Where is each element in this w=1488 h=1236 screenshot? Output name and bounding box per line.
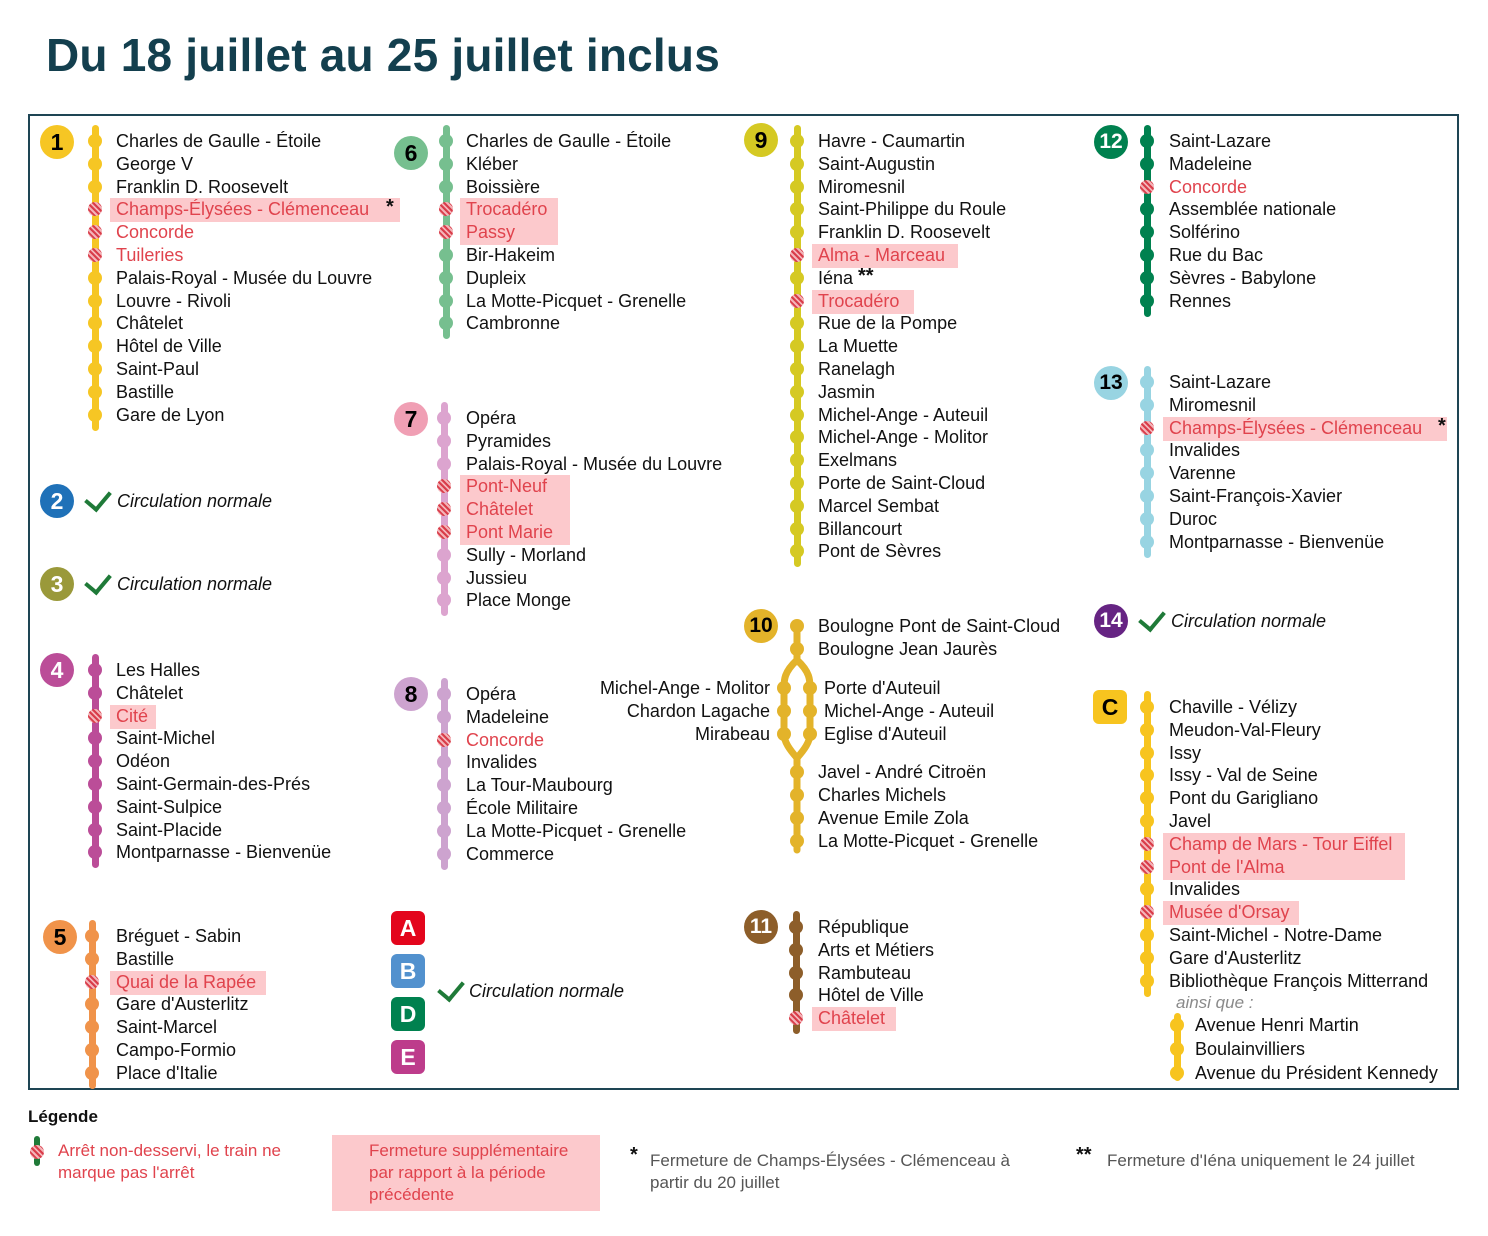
stop-dot (790, 811, 804, 825)
closed-stop-icon (1140, 180, 1154, 194)
station-label: Avenue Henri Martin (1195, 1015, 1359, 1035)
station-label: Rambuteau (818, 962, 912, 983)
stop-dot (1140, 535, 1154, 549)
closure-asterisk: * (386, 196, 394, 218)
closed-stop-icon (1140, 421, 1154, 435)
line-8-badge: 8 (394, 677, 428, 711)
station-label: Boulogne Pont de Saint-Cloud (818, 616, 1061, 636)
stop-dot (1140, 248, 1154, 262)
stop-dot (790, 765, 804, 779)
station-label: Odéon (116, 751, 171, 772)
station-label: La Muette (818, 336, 899, 357)
stop-dot (803, 704, 817, 718)
stop-dot (1140, 271, 1154, 285)
stop-dot (790, 157, 804, 171)
station-label: Châtelet (818, 1008, 886, 1029)
stop-dot (88, 800, 102, 814)
station-label: Michel-Ange - Auteuil (824, 701, 995, 721)
stop-dot (790, 619, 804, 633)
station-label: Boulainvilliers (1195, 1039, 1306, 1059)
station-label: Louvre - Rivoli (116, 290, 232, 311)
station-label: Charles de Gaulle - Étoile (466, 131, 672, 151)
station-label: Bréguet - Sabin (116, 926, 242, 946)
stop-dot (1140, 700, 1154, 714)
station-label: Chaville - Vélizy (1169, 697, 1298, 717)
station-label: Jasmin (818, 381, 876, 402)
stop-dot (803, 727, 817, 741)
stop-dot (1140, 512, 1154, 526)
station-label: La Motte-Picquet - Grenelle (466, 820, 687, 841)
closed-stop-icon (1140, 860, 1154, 874)
line-10-badge: 10 (744, 609, 778, 643)
station-label: Duroc (1169, 508, 1218, 529)
stop-dot (777, 681, 791, 695)
station-label: Varenne (1169, 463, 1236, 484)
station-label: Pont-Neuf (466, 476, 548, 497)
station-label: Saint-Philippe du Roule (818, 199, 1007, 220)
station-label: Havre - Caumartin (818, 131, 966, 151)
legend-title: Légende (28, 1107, 98, 1126)
station-label: La Motte-Picquet - Grenelle (818, 831, 1039, 851)
station-label: Bir-Hakeim (466, 245, 556, 265)
line-13-rail (1144, 366, 1151, 558)
station-label: Avenue Emile Zola (818, 808, 969, 828)
stop-dot (85, 1066, 99, 1080)
stop-dot (790, 834, 804, 848)
stop-dot (85, 952, 99, 966)
line-3-badge: 3 (40, 567, 74, 601)
stop-dot (88, 385, 102, 399)
stop-dot (437, 687, 451, 701)
station-label: Porte d'Auteuil (824, 678, 941, 698)
stop-dot (790, 788, 804, 802)
stop-dot (1140, 375, 1154, 389)
stop-dot (1140, 814, 1154, 828)
stop-dot (439, 180, 453, 194)
stop-dot (1140, 974, 1154, 988)
station-label: Chardon Lagache (626, 701, 770, 721)
stop-dot (88, 180, 102, 194)
station-label: Saint-Michel (116, 728, 216, 749)
stop-dot (790, 642, 804, 656)
station-label: Invalides (466, 752, 538, 773)
station-label: Gare de Lyon (116, 404, 225, 425)
station-label: Saint-Michel - Notre-Dame (1169, 925, 1383, 945)
line-2-badge: 2 (40, 484, 74, 518)
line-13-badge: 13 (1094, 366, 1128, 400)
station-label: Billancourt (818, 518, 903, 539)
stop-dot (790, 408, 804, 422)
ainsi-que-label: ainsi que : (1176, 993, 1254, 1012)
stop-dot (88, 777, 102, 791)
stop-dot (437, 847, 451, 861)
station-label: Montparnasse - Bienvenüe (1169, 531, 1385, 552)
station-label: Concorde (466, 729, 545, 750)
station-label: Marcel Sembat (818, 495, 940, 516)
station-label: Saint-Lazare (1169, 372, 1272, 392)
line-1-badge: 1 (40, 125, 74, 159)
station-label: Issy - Val de Seine (1169, 765, 1318, 786)
stop-dot (790, 522, 804, 536)
station-label: Passy (466, 222, 516, 243)
rer-B-badge: B (391, 954, 425, 988)
stop-dot (1140, 294, 1154, 308)
station-label: Châtelet (116, 313, 184, 334)
closed-stop-icon (88, 248, 102, 262)
station-label: Trocadéro (466, 199, 548, 220)
legend-note1: Fermeture de Champs-Élysées - Clémenceau à partir du 20 juillet (650, 1151, 1010, 1192)
station-label: Invalides (1169, 879, 1241, 900)
line-9-badge: 9 (744, 123, 778, 157)
station-label: Mirabeau (694, 724, 770, 744)
station-label: Pont du Garigliano (1169, 788, 1319, 809)
station-label: Hôtel de Ville (116, 336, 222, 357)
station-label: Rue du Bac (1169, 245, 1264, 265)
stop-dot (437, 801, 451, 815)
station-label: Saint-Placide (116, 819, 223, 840)
station-label: Ranelagh (818, 359, 896, 379)
station-label: Champs-Élysées - Clémenceau (1169, 417, 1423, 438)
legend-closed-dot-icon (30, 1145, 44, 1159)
station-label: Porte de Saint-Cloud (818, 473, 986, 493)
station-label: Campo-Formio (116, 1040, 237, 1060)
stop-dot (789, 943, 803, 957)
rer-D-badge: D (391, 997, 425, 1031)
station-label: Miromesnil (818, 176, 906, 197)
station-label: Sèvres - Babylone (1169, 267, 1317, 288)
stop-dot (437, 411, 451, 425)
station-label: Michel-Ange - Auteuil (818, 404, 989, 425)
station-label: Alma - Marceau (818, 245, 946, 265)
legend-note2: Fermeture d'Iéna uniquement le 24 juillet (1107, 1151, 1415, 1170)
station-label: Palais-Royal - Musée du Louvre (116, 267, 373, 288)
stop-dot (1140, 951, 1154, 965)
station-label: Michel-Ange - Molitor (599, 678, 770, 698)
station-label: Bastille (116, 381, 175, 402)
station-label: Javel - André Citroën (818, 762, 987, 782)
station-label: Exelmans (818, 450, 898, 471)
station-label: Place d'Italie (116, 1062, 218, 1083)
normal-service-label: Circulation normale (1171, 611, 1327, 631)
station-label: Palais-Royal - Musée du Louvre (466, 453, 723, 474)
station-label: Rue de la Pompe (818, 313, 958, 334)
normal-service-label: Circulation normale (117, 574, 273, 594)
station-label: Saint-Sulpice (116, 796, 223, 817)
closed-stop-icon (85, 975, 99, 989)
closed-stop-icon (790, 248, 804, 262)
station-label: École Militaire (466, 798, 579, 818)
station-label: La Tour-Maubourg (466, 775, 613, 796)
stop-dot (790, 499, 804, 513)
station-label: Saint-Augustin (818, 153, 936, 174)
station-label: Cité (116, 705, 149, 726)
closure-asterisk: * (1438, 415, 1446, 437)
stop-dot (439, 271, 453, 285)
stop-dot (437, 548, 451, 562)
station-label: Opéra (466, 684, 517, 704)
stop-dot (1140, 134, 1154, 148)
station-label: Boissière (466, 176, 541, 197)
station-label: Champ de Mars - Tour Eiffel (1169, 833, 1393, 854)
stop-dot (88, 823, 102, 837)
legend-note2-mark: ** (1076, 1144, 1092, 1166)
station-label: Cambronne (466, 313, 561, 334)
station-label: Saint-Germain-des-Prés (116, 774, 311, 794)
line-8-rail (441, 678, 448, 870)
stop-dot (439, 157, 453, 171)
line-12-rail (1144, 125, 1151, 317)
stop-dot (437, 571, 451, 585)
station-label: Bastille (116, 948, 175, 969)
stop-dot (439, 134, 453, 148)
stop-dot (88, 294, 102, 308)
station-label: Pont Marie (466, 522, 554, 542)
closed-stop-icon (790, 294, 804, 308)
line-4-badge: 4 (40, 653, 74, 687)
stop-dot (803, 681, 817, 695)
rer-E-badge: E (391, 1040, 425, 1074)
stop-dot (790, 134, 804, 148)
station-label: Musée d'Orsay (1169, 902, 1290, 923)
stop-dot (789, 920, 803, 934)
line-7-badge: 7 (394, 402, 428, 436)
station-label: Charles Michels (818, 785, 947, 805)
station-label: Solférino (1169, 222, 1241, 243)
station-label: Dupleix (466, 267, 527, 288)
station-label: Place Monge (466, 590, 572, 611)
station-label: Tuileries (116, 245, 184, 265)
station-label: Les Halles (116, 660, 201, 680)
stop-dot (1170, 1018, 1184, 1032)
station-label: Arts et Métiers (818, 939, 935, 960)
page-title: Du 18 juillet au 25 juillet inclus (46, 29, 720, 81)
station-label: Charles de Gaulle - Étoile (116, 131, 322, 151)
stop-dot (437, 434, 451, 448)
stop-dot (1140, 723, 1154, 737)
station-label: Issy (1169, 742, 1202, 763)
stop-dot (1140, 928, 1154, 942)
stop-dot (790, 180, 804, 194)
station-label: Avenue du Président Kennedy (1195, 1063, 1438, 1083)
station-label: Commerce (466, 843, 555, 864)
station-label: Châtelet (116, 682, 184, 703)
station-label: George V (116, 153, 194, 174)
station-label: Invalides (1169, 440, 1241, 461)
station-label: Châtelet (466, 499, 534, 520)
closed-stop-icon (88, 709, 102, 723)
stop-dot (88, 686, 102, 700)
stop-dot (1140, 157, 1154, 171)
station-label: Quai de la Rapée (116, 971, 257, 992)
station-label: Montparnasse - Bienvenüe (116, 842, 332, 863)
stop-dot (790, 385, 804, 399)
stop-dot (88, 408, 102, 422)
station-label: Sully - Morland (466, 544, 587, 565)
stop-dot (439, 248, 453, 262)
station-label: Pont de Sèvres (818, 541, 942, 562)
station-label: Madeleine (1169, 153, 1253, 174)
stop-dot (88, 362, 102, 376)
legend-extra-closure: Fermeture supplémentaire par rapport à la période précédente (369, 1141, 569, 1204)
station-label: Javel (1169, 811, 1212, 831)
stop-dot (777, 704, 791, 718)
stop-dot (1140, 398, 1154, 412)
station-label: Michel-Ange - Molitor (818, 427, 989, 448)
rer-A-badge: A (391, 911, 425, 945)
stop-dot (437, 710, 451, 724)
station-label: Gare d'Austerlitz (116, 994, 249, 1015)
stop-dot (1140, 489, 1154, 503)
line-12-badge: 12 (1094, 125, 1128, 159)
station-label: Champs-Élysées - Clémenceau (116, 199, 370, 220)
station-label: Trocadéro (818, 290, 900, 311)
station-label: Hôtel de Ville (818, 985, 924, 1006)
station-label: Saint-Paul (116, 359, 200, 379)
station-label: Assemblée nationale (1169, 199, 1337, 220)
stop-dot (437, 824, 451, 838)
station-label: Iéna (818, 267, 854, 288)
stop-dot (88, 134, 102, 148)
station-label: Kléber (466, 153, 519, 174)
line-5-badge: 5 (43, 920, 77, 954)
station-label: Pont de l'Alma (1169, 856, 1285, 877)
legend-note1-mark: * (630, 1144, 638, 1166)
stop-dot (790, 271, 804, 285)
normal-service-label: Circulation normale (117, 491, 273, 511)
closed-stop-icon (437, 525, 451, 539)
station-label: Concorde (116, 222, 195, 243)
station-label: Franklin D. Roosevelt (818, 222, 991, 243)
station-label: République (818, 917, 910, 937)
stop-dot (790, 362, 804, 376)
stop-dot (777, 727, 791, 741)
station-label: Meudon-Val-Fleury (1169, 719, 1321, 740)
station-label: Pyramides (466, 430, 552, 451)
stop-dot (85, 1043, 99, 1057)
station-label: Rennes (1169, 290, 1232, 311)
stop-dot (1140, 746, 1154, 760)
station-label: Saint-François-Xavier (1169, 486, 1343, 506)
iena-note-mark: ** (858, 265, 874, 287)
closed-stop-icon (1140, 837, 1154, 851)
line-14-badge: 14 (1094, 604, 1128, 638)
station-label: Saint-Marcel (116, 1017, 218, 1038)
station-label: Gare d'Austerlitz (1169, 947, 1302, 968)
stop-dot (88, 663, 102, 677)
station-label: Eglise d'Auteuil (824, 724, 947, 744)
stop-dot (85, 929, 99, 943)
stop-dot (437, 457, 451, 471)
station-label: La Motte-Picquet - Grenelle (466, 290, 687, 311)
station-label: Opéra (466, 408, 517, 428)
station-label: Boulogne Jean Jaurès (818, 639, 998, 659)
station-label: Bibliothèque François Mitterrand (1169, 970, 1429, 991)
stop-dot (1170, 1066, 1184, 1080)
normal-service-label: Circulation normale (469, 981, 625, 1001)
station-label: Concorde (1169, 176, 1248, 197)
station-label: Miromesnil (1169, 394, 1257, 415)
line-6-badge: 6 (394, 136, 428, 170)
stop-dot (1170, 1042, 1184, 1056)
stop-dot (88, 271, 102, 285)
line-11-badge: 11 (744, 910, 778, 944)
stop-dot (789, 966, 803, 980)
station-label: Franklin D. Roosevelt (116, 176, 289, 197)
line-C-badge: C (1093, 690, 1127, 724)
stop-dot (88, 157, 102, 171)
station-label: Saint-Lazare (1169, 131, 1272, 151)
closed-stop-icon (437, 733, 451, 747)
station-label: Jussieu (466, 567, 528, 588)
station-label: Madeleine (466, 706, 550, 727)
legend-not-served: Arrêt non-desservi, le train ne marque pas l'arrêt (58, 1141, 281, 1182)
stop-dot (439, 294, 453, 308)
stop-dot (790, 476, 804, 490)
